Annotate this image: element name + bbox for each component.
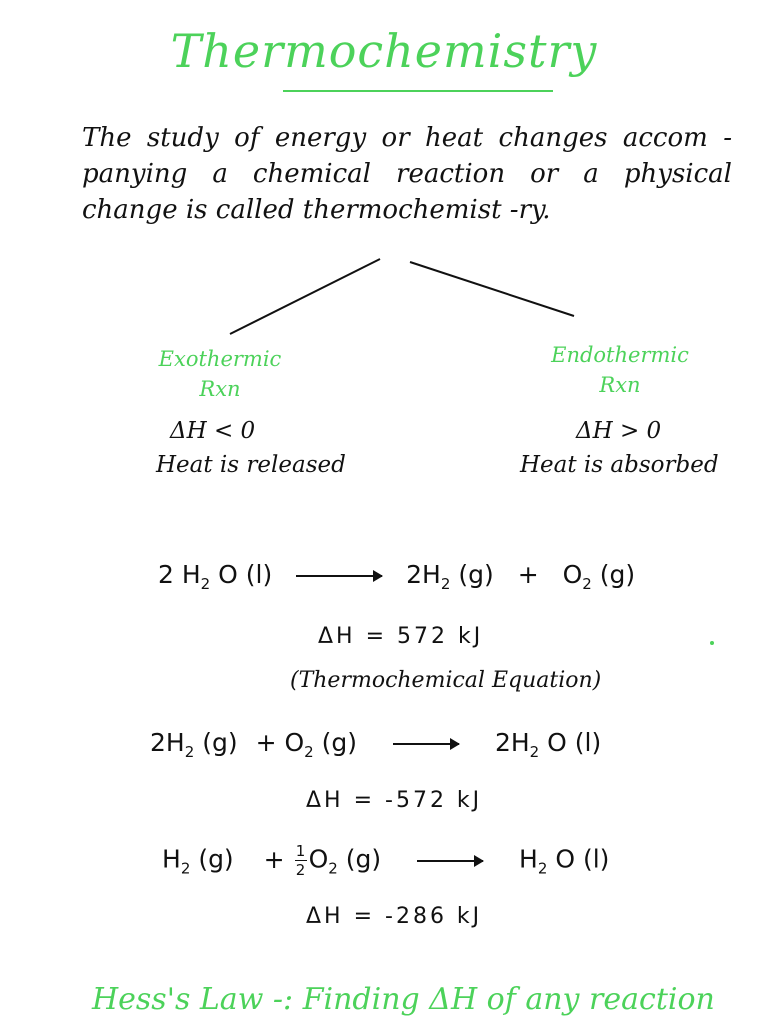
hess-law-heading: Hess's Law -: Finding ΔH of any reaction: [92, 982, 715, 1017]
endothermic-title: Endothermic: [551, 343, 689, 367]
eq1-plus: +: [517, 560, 539, 589]
eq3-plus: +: [263, 844, 285, 874]
eq1-lhs-sub: 2: [200, 575, 211, 593]
endothermic-note: Heat is absorbed: [520, 452, 719, 478]
eq3-a: H: [162, 844, 181, 874]
endothermic-sub: Rxn: [599, 373, 641, 397]
eq3-c-sub: 2: [537, 859, 548, 878]
eq3-frac-num: 1: [295, 842, 306, 860]
eq2-c-sub: 2: [529, 743, 540, 761]
exothermic-sign: ΔH < 0: [170, 418, 256, 444]
exothermic-sub: Rxn: [199, 377, 241, 401]
eq3-b-rest: (g): [345, 844, 382, 874]
eq3-c: H: [519, 844, 538, 874]
ink-dot: [710, 641, 714, 645]
eq2-b-rest: (g): [321, 728, 358, 757]
branch-line-left: [230, 259, 380, 334]
exothermic-title: Exothermic: [158, 347, 282, 371]
eq2-enthalpy: ΔH = -572 kJ: [306, 788, 483, 813]
eq1-rhs1-rest: (g): [458, 560, 494, 589]
eq3-arrow: [417, 860, 483, 862]
eq1-rhs1: 2H: [406, 560, 441, 589]
endothermic-branch: [530, 340, 710, 400]
definition-text: The study of energy or heat changes accom -panying a chemical reaction or a physical change is called thermochemist -ry.: [82, 123, 732, 225]
equation-half: [162, 844, 609, 878]
equation-formation: [150, 728, 601, 761]
eq1-lhs-rest: O (l): [218, 560, 273, 589]
eq1-rhs2: O: [562, 560, 583, 589]
eq3-c-rest: O (l): [555, 844, 610, 874]
eq2-a: 2H: [150, 728, 185, 757]
eq1-lhs: 2 H: [158, 560, 201, 589]
eq2-c: 2H: [494, 728, 530, 757]
endothermic-sign: ΔH > 0: [576, 418, 662, 444]
eq1-enthalpy: ΔH = 572 kJ: [318, 624, 484, 649]
exothermic-note: Heat is released: [156, 452, 346, 478]
eq3-a-rest: (g): [198, 844, 234, 874]
eq3-a-sub: 2: [180, 859, 191, 878]
endothermic-details: [500, 414, 750, 482]
eq2-a-rest: (g): [202, 728, 238, 757]
eq1-arrow: [296, 575, 382, 577]
eq3-enthalpy: ΔH = -286 kJ: [306, 904, 483, 929]
eq1-caption: (Thermochemical Equation): [290, 668, 602, 693]
equation-decomposition: [158, 560, 635, 593]
exothermic-branch: [140, 344, 300, 404]
eq2-arrow: [393, 743, 459, 745]
page-title: Thermochemistry: [170, 24, 598, 78]
eq3-b: O: [308, 844, 329, 874]
eq2-a-sub: 2: [184, 743, 195, 761]
eq1-rhs2-sub: 2: [582, 575, 592, 593]
eq3-fraction: [295, 844, 307, 877]
eq3-b-sub: 2: [328, 859, 338, 878]
eq2-b-sub: 2: [304, 743, 314, 761]
branch-line-right: [410, 262, 574, 316]
eq1-rhs1-sub: 2: [440, 575, 451, 593]
eq2-c-rest: O (l): [547, 728, 602, 757]
exothermic-details: [120, 414, 390, 482]
eq1-rhs2-rest: (g): [599, 560, 636, 589]
eq2-plus: + O: [255, 728, 305, 757]
eq3-frac-den: 2: [295, 861, 306, 879]
